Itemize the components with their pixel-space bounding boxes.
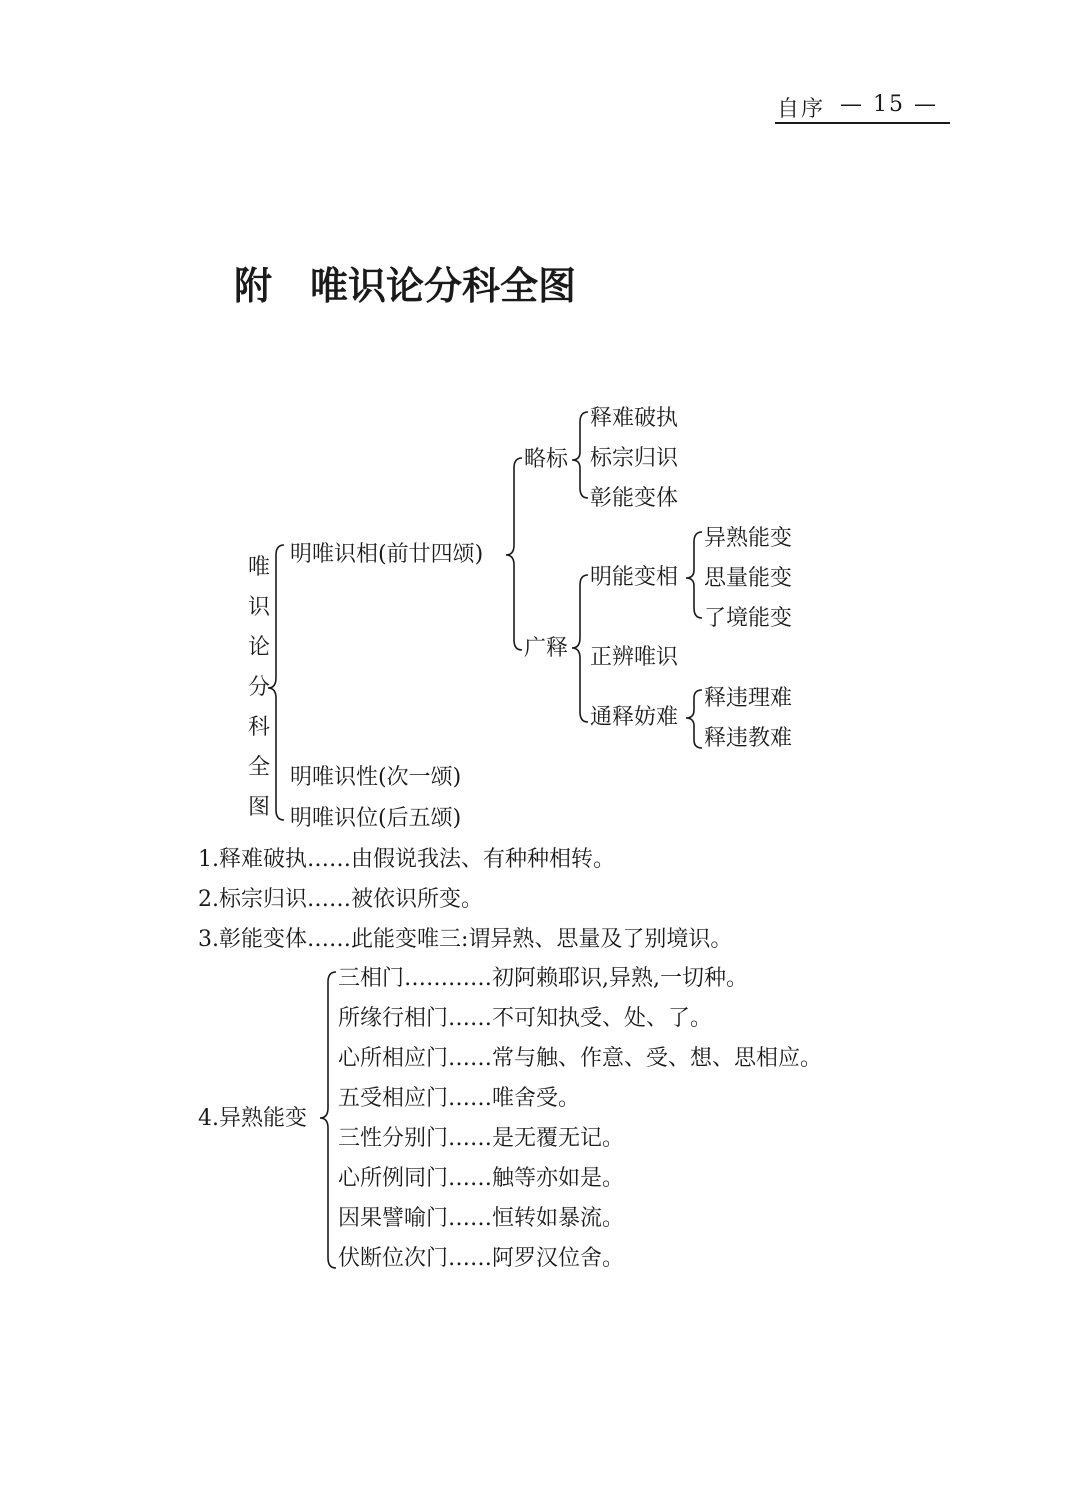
root-brace xyxy=(268,545,284,820)
root-char: 论 xyxy=(248,635,271,660)
node-zhengbian-weishi: 正辨唯识 xyxy=(590,645,679,670)
note4-item: 三相门…………初阿赖耶识,异熟,一切种。 xyxy=(338,966,748,991)
luebiao-brace xyxy=(572,412,588,498)
note-line: 3.彰能变体……此能变唯三:谓异熟、思量及了别境识。 xyxy=(198,927,733,952)
note4-label: 4.异熟能变 xyxy=(198,1106,307,1131)
nengbian-brace xyxy=(686,532,702,618)
note4-brace xyxy=(320,972,336,1268)
node-lue-biao: 略标 xyxy=(524,447,569,472)
node-shiweili-nan: 释违理难 xyxy=(704,686,793,711)
page-number: — 15 — xyxy=(840,92,938,117)
guangshi-brace xyxy=(572,575,588,722)
node-shiweijiao-nan: 释违教难 xyxy=(704,726,793,751)
note-line: 2.标宗归识……被依识所变。 xyxy=(198,887,483,912)
note-line: 1.释难破执……由假说我法、有种种相转。 xyxy=(198,847,615,872)
node-zhangneng-bianti: 彰能变体 xyxy=(590,486,679,511)
node-yishu-nengbian: 异熟能变 xyxy=(704,526,793,551)
note4-item: 三性分别门……是无覆无记。 xyxy=(338,1126,625,1151)
node-biaozong-guishi: 标宗归识 xyxy=(590,446,679,471)
tongshi-brace xyxy=(686,690,702,748)
note4-item: 心所相应门……常与触、作意、受、想、思相应。 xyxy=(338,1046,823,1071)
xiang-brace xyxy=(506,458,522,650)
node-tongshi-fangnan: 通释妨难 xyxy=(590,705,679,730)
root-char: 全 xyxy=(248,755,271,780)
root-char: 识 xyxy=(248,595,271,620)
root-char: 图 xyxy=(248,795,271,820)
node-liaojing-nengbian: 了境能变 xyxy=(704,606,793,631)
root-char: 科 xyxy=(248,715,271,740)
note4-item: 心所例同门……触等亦如是。 xyxy=(338,1166,625,1191)
node-siliang-nengbian: 思量能变 xyxy=(704,566,793,591)
running-header-section: 自序 xyxy=(777,97,826,122)
note4-item: 伏断位次门……阿罗汉位舍。 xyxy=(338,1246,625,1271)
note4-item: 五受相应门……唯舍受。 xyxy=(338,1086,581,1111)
node-ming-nengbian-xiang: 明能变相 xyxy=(590,565,679,590)
node-guang-shi: 广释 xyxy=(524,636,569,661)
node-shinan-pozhi: 释难破执 xyxy=(590,406,679,431)
page-title: 附 唯识论分科全图 xyxy=(234,264,577,308)
node-ming-weishi-wei: 明唯识位(后五颂) xyxy=(290,806,462,831)
node-ming-weishi-xiang: 明唯识相(前廿四颂) xyxy=(290,542,484,567)
note4-item: 所缘行相门……不可知执受、处、了。 xyxy=(338,1006,713,1031)
root-char: 分 xyxy=(248,675,271,700)
note4-item: 因果譬喻门……恒转如暴流。 xyxy=(338,1206,625,1231)
root-char: 唯 xyxy=(248,555,271,580)
node-ming-weishi-xing: 明唯识性(次一颂) xyxy=(290,765,462,790)
